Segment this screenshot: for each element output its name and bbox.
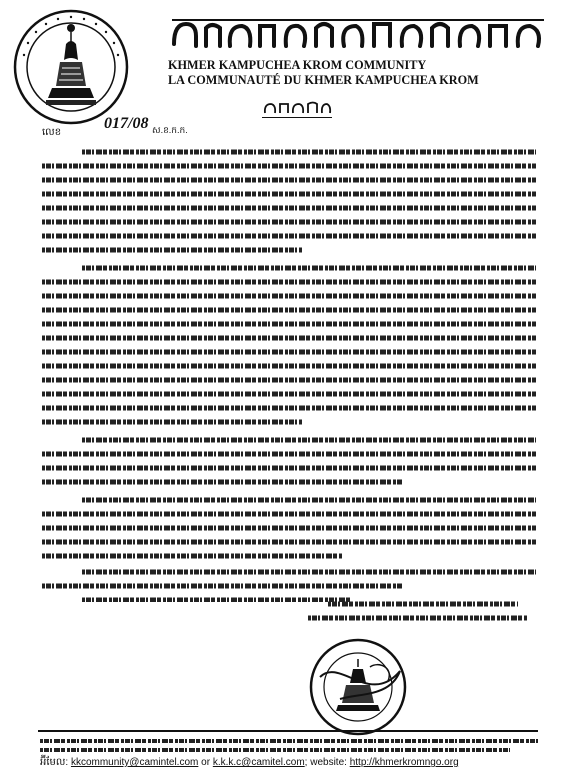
- email-separator: or: [201, 757, 211, 768]
- footer-divider: [38, 730, 538, 732]
- document-title-lettering: [262, 101, 332, 115]
- letter-closing-khmer-text: [42, 566, 538, 602]
- document-title-underline: [262, 117, 332, 118]
- org-name-fr: LA COMMUNAUTÉ DU KHMER KAMPUCHEA KROM: [168, 73, 479, 87]
- khmer-title-lettering: [168, 14, 548, 54]
- email-label: អ៊ីមែល:: [40, 757, 69, 768]
- website-label: ; website:: [304, 757, 347, 768]
- website-link[interactable]: http://khmerkromngo.org: [349, 757, 459, 768]
- reference-line: [42, 117, 212, 141]
- email-link-1[interactable]: kkcommunity@camintel.com: [70, 757, 199, 768]
- footer-address-khmer-text: [40, 737, 540, 753]
- reference-label: លេខ: [42, 127, 62, 138]
- letter-body-khmer-text: [42, 144, 538, 564]
- org-name-en: KHMER KAMPUCHEA KROM COMMUNITY: [168, 58, 427, 72]
- organization-names: [168, 58, 485, 88]
- reference-number: 017/08: [104, 115, 149, 132]
- footer-contacts: [40, 755, 459, 770]
- date-and-signatory-khmer-text: [308, 598, 528, 632]
- reference-org-abbrev: ស.ខ.ក.ក.: [152, 125, 188, 135]
- organization-emblem-icon: [12, 8, 130, 126]
- official-seal-with-signature: [300, 628, 420, 746]
- email-link-2[interactable]: k.k.k.c@camitel.com: [212, 757, 305, 768]
